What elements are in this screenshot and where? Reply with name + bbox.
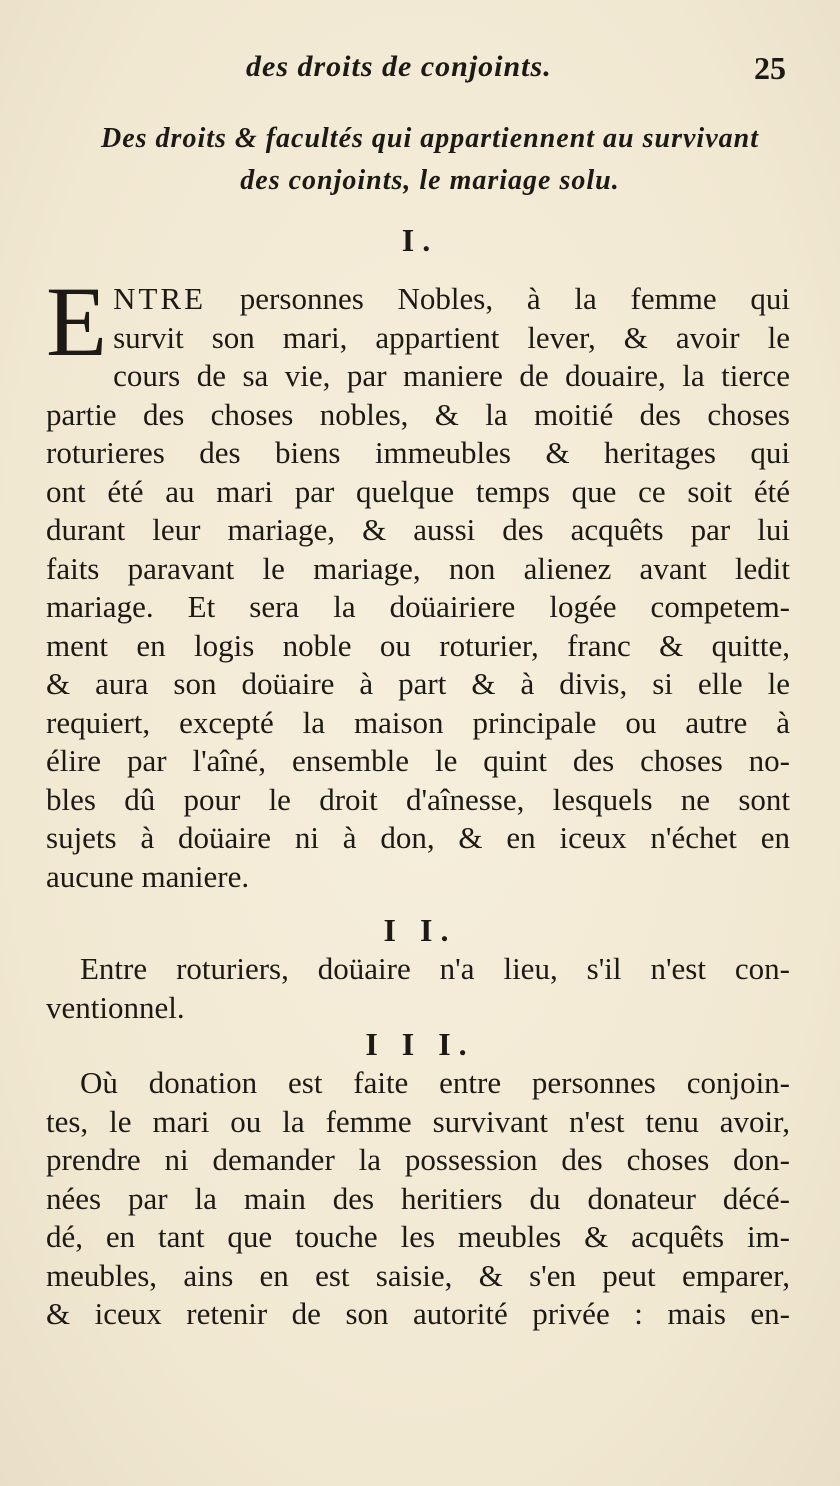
article-2-line-2: ventionnel. [46,989,185,1025]
article-3-line-6: meubles, ains en est saisie, & s'en peut emparer, [46,1257,790,1293]
article-1-line-7: durant leur mariage, & aussi des acquêts par lui [46,512,790,547]
article-1-line-9: mariage. Et sera la doüairiere logée competem- [46,589,790,624]
article-1-line-16: aucune maniere. [46,858,250,894]
article-1-line-12: requiert, excepté la maison principale ou autre à [46,704,790,740]
article-1-line-3: cours de sa vie, par maniere de douaire, la tierce [113,358,790,393]
article-number-3: I I I. [365,1026,475,1062]
article-3-line-7: & iceux retenir de son autorité privée : mais en- [46,1296,790,1331]
article-3-line-5: dé, en tant que touche les meubles & acquêts im- [46,1219,790,1254]
page-number: 25 [754,50,786,86]
running-head: des droits de conjoints. [246,50,552,83]
article-3-line-2: tes, le mari ou la femme survivant n'est tenu avoir, [46,1103,790,1139]
article-1-line-6: ont été au mari par quelque temps que ce soit été [46,473,790,509]
article-3-text [46,1064,790,1334]
section-title-line-1: Des droits & facultés qui appartiennent au survivant [101,123,759,154]
article-3-line-3: prendre ni demander la possession des choses don- [46,1142,790,1177]
article-3-line-1: Où donation est faite entre personnes conjoin- [80,1065,790,1100]
article-1-line-10: ment en logis noble ou roturier, franc & quitte, [46,627,790,663]
article-2-text [46,950,790,1027]
article-number-2: I I. [383,912,457,948]
article-1-line-15: sujets à doüaire ni à don, & en iceux n'échet en [46,820,790,855]
page-header [46,50,786,90]
article-1-line-4: partie des choses nobles, & la moitié des choses [46,396,790,432]
article-2-line-1: Entre roturiers, doüaire n'a lieu, s'il n'est con- [80,951,790,986]
article-1-caps: NTRE [113,281,207,316]
article-3-line-4: nées par la main des heritiers du donateur décé- [46,1180,790,1216]
article-1-text [46,266,790,896]
article-1-line-8: faits paravant le mariage, non alienez avant ledit [46,550,790,586]
article-1-line-14: bles dû pour le droit d'aînesse, lesquels ne sont [46,781,790,817]
section-title-line-2: des conjoints, le mariage solu. [240,165,620,196]
article-number-1: I. [401,222,439,258]
article-1-line-13: élire par l'aîné, ensemble le quint des choses no- [46,743,790,778]
article-1-line-2: survit son mari, appartient lever, & avoir le [113,319,790,355]
article-1-line-5: roturieres des biens immeubles & heritages qui [46,435,790,470]
article-1-line-11: & aura son doüaire à part & à divis, si elle le [46,666,790,701]
section-title [40,118,820,202]
article-1-line-1: NTRE personnes Nobles, à la femme qui [113,281,790,316]
drop-cap: E [46,266,108,377]
